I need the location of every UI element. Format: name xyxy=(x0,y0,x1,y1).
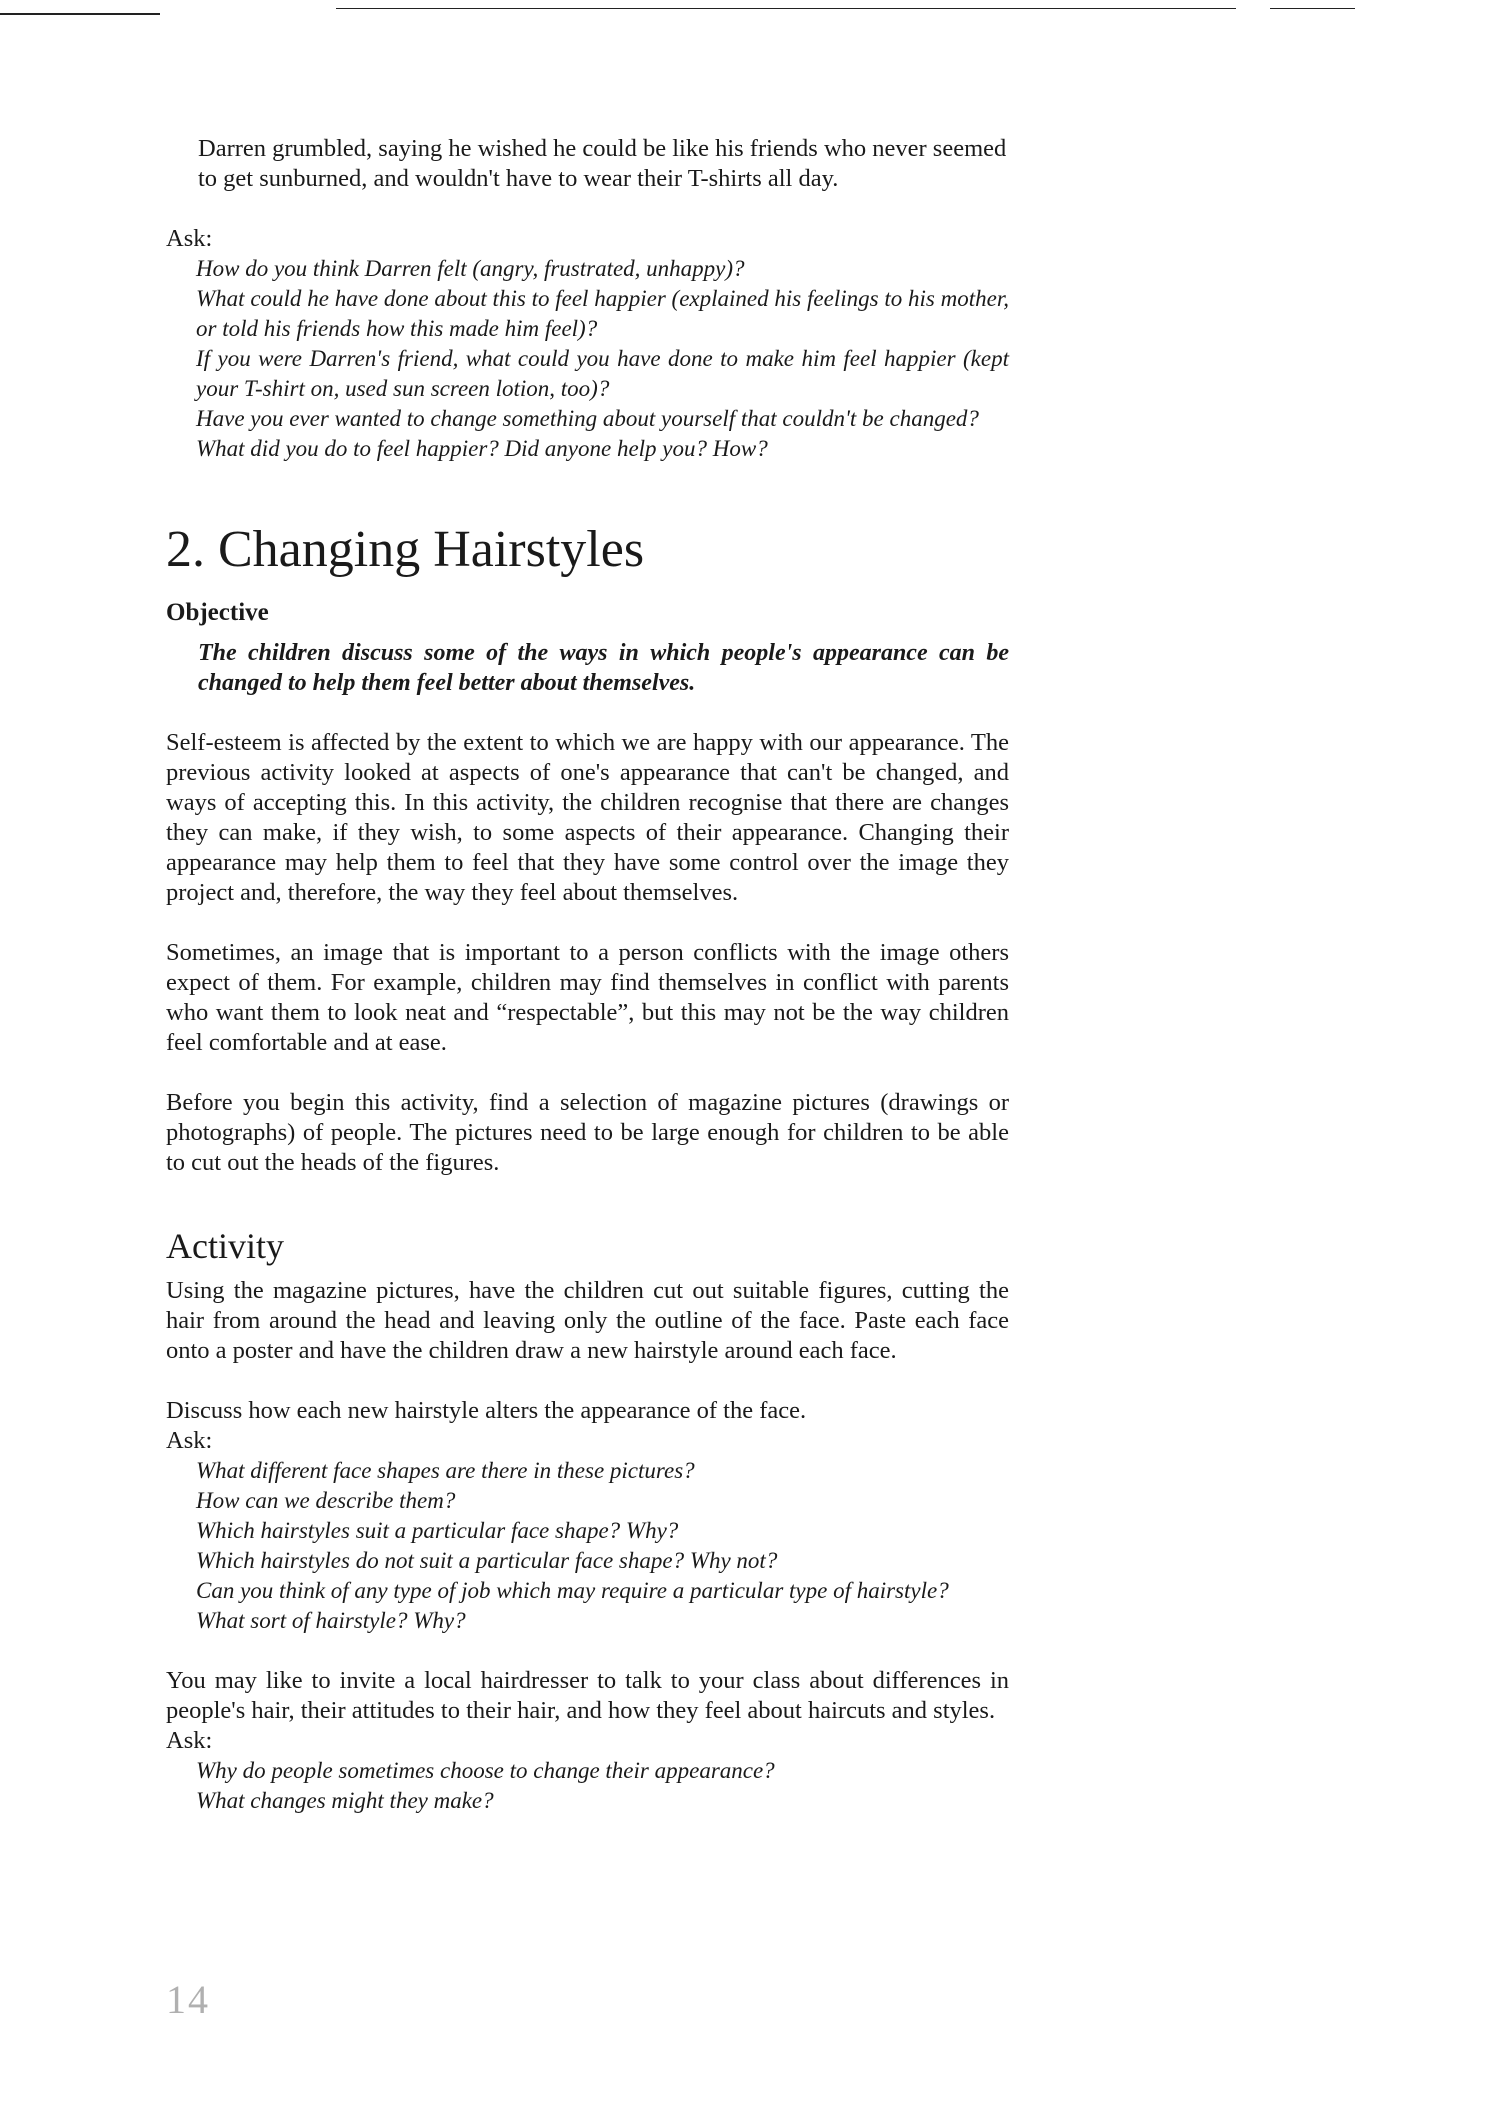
ask-label: Ask: xyxy=(166,1427,213,1454)
list-item: How can we describe them? xyxy=(196,1488,456,1513)
list-item: What did you do to feel happier? Did anyone help you? How? xyxy=(196,436,768,461)
page-content xyxy=(166,134,1009,1816)
body-paragraph: Sometimes, an image that is important to a person conflicts with the image others expect of them. For example, children may find themselves in conflict with parents who want them to look neat and “respectable”, but this may not be the way children feel comfortable and at ease. xyxy=(166,939,1009,1056)
section-title: 2. Changing Hairstyles xyxy=(166,521,645,578)
ask-label: Ask: xyxy=(166,1727,213,1754)
top-right-rule xyxy=(1270,8,1355,9)
list-item: How do you think Darren felt (angry, frustrated, unhappy)? xyxy=(196,256,745,281)
activity-question-list xyxy=(166,1456,1009,1636)
activity-instructions: Using the magazine pictures, have the children cut out suitable figures, cutting the hair from around the head and leaving only the outline of the face. Paste each face onto a poster and have the children draw a new hairstyle around each face. xyxy=(166,1277,1009,1364)
list-item: If you were Darren's friend, what could you have done to make him feel happier (kept your T-shirt on, used sun screen lotion, too)? xyxy=(196,346,1009,401)
intro-paragraph: Darren grumbled, saying he wished he could be like his friends who never seemed to get sunburned, and wouldn't have to wear their T-shirts all day. xyxy=(198,135,1007,192)
list-item: Which hairstyles suit a particular face shape? Why? xyxy=(196,1518,679,1543)
list-item: What different face shapes are there in these pictures? xyxy=(196,1458,695,1483)
hairdresser-paragraph: You may like to invite a local hairdresser to talk to your class about differences in people's hair, their attitudes to their hair, and how they feel about haircuts and styles. xyxy=(166,1667,1009,1724)
list-item: What could he have done about this to feel happier (explained his feelings to his mother, or told his friends how this made him feel)? xyxy=(196,286,1009,341)
page-number: 14 xyxy=(166,1977,210,2022)
activity-discuss: Discuss how each new hairstyle alters the appearance of the face. xyxy=(166,1397,807,1424)
objective-text: The children discuss some of the ways in which people's appearance can be changed to help them feel better about themselves. xyxy=(198,640,1009,696)
list-item: What sort of hairstyle? Why? xyxy=(196,1608,466,1633)
body-paragraph: Before you begin this activity, find a selection of magazine pictures (drawings or photographs) of people. The pictures need to be large enough for children to be able to cut out the heads of the figures. xyxy=(166,1089,1009,1176)
ask-label: Ask: xyxy=(166,225,213,252)
list-item: Have you ever wanted to change something about yourself that couldn't be changed? xyxy=(196,406,979,431)
list-item: Why do people sometimes choose to change their appearance? xyxy=(196,1758,775,1783)
body-paragraph: Self-esteem is affected by the extent to which we are happy with our appearance. The previous activity looked at aspects of one's appearance that can't be changed, and ways of accepting this. In this activity, the children recognise that there are changes they can make, if they wish, to some aspects of their appearance. Changing their appearance may help them to feel that they have some control over the image they project and, therefore, the way they feel about themselves. xyxy=(166,729,1009,906)
list-item: Can you think of any type of job which may require a particular type of hairstyle? xyxy=(196,1578,949,1603)
intro-question-list xyxy=(166,254,1009,464)
top-center-rule xyxy=(336,8,1236,9)
objective-heading: Objective xyxy=(166,599,269,626)
hairdresser-question-list xyxy=(166,1756,1009,1816)
list-item: Which hairstyles do not suit a particular face shape? Why not? xyxy=(196,1548,778,1573)
activity-heading: Activity xyxy=(166,1226,284,1266)
list-item: What changes might they make? xyxy=(196,1788,494,1813)
top-left-rule xyxy=(0,13,160,15)
